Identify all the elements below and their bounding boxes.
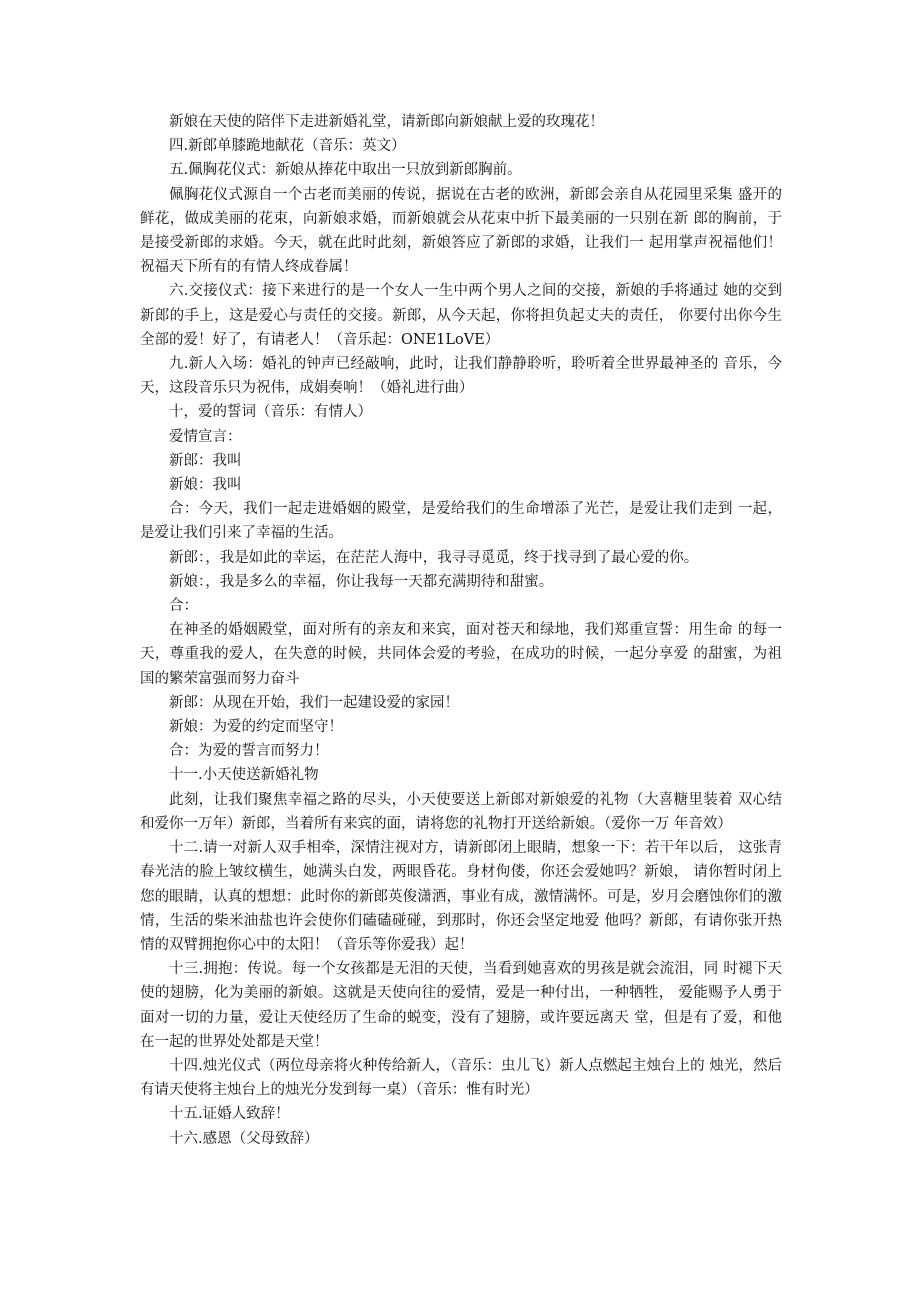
paragraph-solemn-oath: 在神圣的婚姻殿堂，面对所有的亲友和来宾，面对苍天和绿地，我们郑重宣誓：用生命 的每一天，尊重我的爱人，在失意的时候，共同体会爱的考验，在成功的时候，一起分享爱 的甜蜜，为祖国的繁荣富强而努力奋斗: [140, 622, 782, 687]
paragraph-bride-name: 新娘：我叫: [169, 477, 242, 494]
paragraph-hand-in-hand: 十二.请一对新人双手相牵，深情注视对方，请新郎闭上眼睛，想象一下：若干年以后， 这张青春光洁的脸上皱纹横生，她满头白发，两眼昏花。身材佝偻，你还会爱她吗？新娘， 请你暂时闭上您的眼睛，认真的想想：此时你的新郎英俊潇洒，事业有成，激情满怀。可是，岁月会磨蚀你们的激情，生活的柴米油盐也许会使你们磕磕碰碰，到那时，你还会坚定地爱 他吗？新郎，有请你张开热情的双臂拥抱你心中的太阳！（音乐等你爱我）起！: [140, 840, 782, 953]
paragraph-gift-description: 此刻，让我们聚焦幸福之路的尽头，小天使要送上新郎对新娘爱的礼物（大喜糖里装着 双心结和爱你一万年）新郎，当着所有来宾的面，请将您的礼物打开送给新娘。（爱你一万 年音效）: [140, 791, 782, 832]
heading-angel-gift: 十一.小天使送新婚礼物: [169, 767, 319, 784]
paragraph-couple-entrance: 九.新人入场：婚礼的钟声已经敲响，此时，让我们静静聆听，聆听着全世界最神圣的 音乐，今天，这段音乐只为祝伟，成娟奏响！（婚礼进行曲）: [140, 356, 782, 397]
heading-gratitude-parents: 十六.感恩（父母致辞）: [169, 1130, 319, 1147]
document-body: [140, 110, 782, 1151]
paragraph-bride-entrance: 新娘在天使的陪伴下走进新婚礼堂，请新郎向新娘献上爱的玫瑰花！: [169, 114, 604, 130]
paragraph-embrace: 十三.拥抱：传说。每一个女孩都是无泪的天使，当看到她喜欢的男孩是就会流泪，同 时褪下天使的翅膀，化为美丽的新娘。这就是天使向往的爱情，爱是一种付出，一种牺牲， 爱能赐予人勇于面对一切的力量，爱让天使经历了生命的蜕变，没有了翅膀，或许要远离天 堂，但是有了爱，和他在一起的世界处处都是天堂！: [140, 961, 782, 1050]
heading-vows: 十，爱的誓词（音乐：有情人）: [169, 404, 372, 421]
paragraph-bride-keep-promise: 新娘：为爱的约定而坚守！: [169, 719, 343, 736]
heading-kneel-present-flowers: 四.新郎单膝跪地献花（音乐：英文）: [169, 138, 406, 155]
paragraph-candle-ceremony: 十四.烛光仪式（两位母亲将火种传给新人，（音乐：虫儿飞）新人点燃起主烛台上的 烛光，然后有请天使将主烛台上的烛光分发到每一桌）（音乐：惟有时光）: [140, 1057, 782, 1099]
paragraph-boutonniere-legend: 佩胸花仪式源自一个古老而美丽的传说，据说在古老的欧洲，新郎会亲自从花园里采集 盛开的鲜花，做成美丽的花束，向新娘求婚，而新娘就会从花束中折下最美丽的一只别在新 郎的胸前，于是接受新郎的求婚。今天，就在此时此刻，新娘答应了新郎的求婚，让我们一 起用掌声祝福他们！祝福天下所有的有情人终成眷属！: [140, 186, 782, 276]
paragraph-bride-vow: 新娘：，我是多么的幸福，你让我每一天都充满期待和甜蜜。: [169, 573, 554, 590]
paragraph-together-vow-1: 合：今天，我们一起走进婚姻的殿堂，是爱给我们的生命增添了光芒，是爱让我们走到 一起，是爱让我们引来了幸福的生活。: [140, 501, 782, 542]
heading-officiant-speech: 十五.证婚人致辞！: [169, 1106, 290, 1123]
paragraph-handover-ceremony: 六.交接仪式：接下来进行的是一个女人一生中两个男人之间的交接，新娘的手将通过 她的交到新郎的手上，这是爱心与责任的交接。新郎，从今天起，你将担负起丈夫的责任， 你要付出你今生全部的爱！好了，有请老人！（音乐起：ONE1LoVE）: [140, 283, 782, 348]
paragraph-groom-name: 新郎：我叫: [169, 452, 242, 469]
paragraph-together-strive: 合：为爱的誓言而努力！: [169, 743, 329, 760]
heading-boutonniere-ceremony: 五.佩胸花仪式：新娘从捧花中取出一只放到新郎胸前。: [169, 162, 522, 179]
paragraph-love-declaration: 爱情宣言：: [169, 428, 242, 445]
paragraph-together-label: 合：: [169, 598, 198, 615]
paragraph-groom-vow: 新郎：，我是如此的幸运，在茫茫人海中，我寻寻觅觅，终于找寻到了最心爱的你。: [169, 549, 699, 566]
paragraph-groom-build-home: 新郎：从现在开始，我们一起建设爱的家园！: [169, 694, 459, 711]
